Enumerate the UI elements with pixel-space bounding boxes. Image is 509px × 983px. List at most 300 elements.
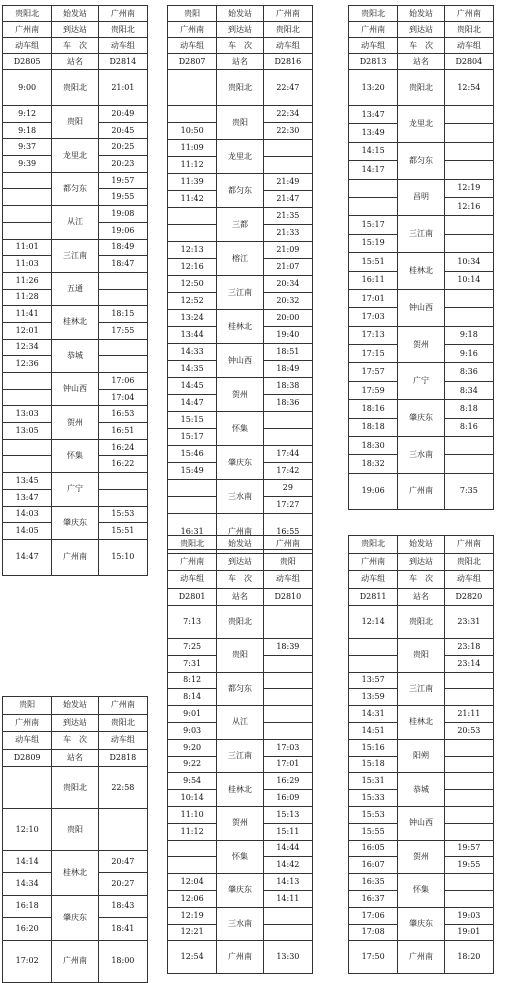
time-cell: 16:24 [98, 439, 147, 456]
time-cell: 14:42 [263, 857, 312, 874]
time-cell [444, 739, 493, 756]
time-cell [3, 439, 52, 456]
time-cell [98, 473, 147, 490]
station-name: 肇庆东 [398, 907, 444, 941]
time-cell: 12:16 [168, 259, 217, 276]
table-row [168, 310, 313, 327]
header-row [3, 6, 148, 22]
time-cell [168, 70, 217, 106]
station-name: 贵阳 [52, 809, 98, 851]
time-cell: 17:01 [349, 289, 398, 307]
table-row [3, 206, 148, 223]
time-cell: 7:35 [444, 473, 493, 509]
time-cell [349, 655, 398, 672]
station-name: 肇庆东 [217, 874, 263, 908]
time-cell [444, 106, 493, 124]
timetable-d2809-d2818 [2, 696, 148, 983]
time-cell: 13:44 [168, 327, 217, 344]
table-row [349, 639, 494, 656]
time-cell: 20:00 [263, 310, 312, 327]
header-cell: 到达站 [217, 553, 263, 571]
header-row [349, 588, 494, 606]
time-cell: 19:03 [444, 907, 493, 924]
table-row [349, 773, 494, 790]
header-cell: 广州南 [349, 553, 398, 571]
time-cell: 18:15 [98, 306, 147, 323]
header-cell: D2814 [98, 54, 147, 70]
time-cell: 13:59 [349, 689, 398, 706]
time-cell: 8:34 [444, 381, 493, 399]
station-name: 广州南 [52, 539, 98, 575]
time-cell [349, 179, 398, 197]
time-cell: 15:55 [349, 823, 398, 840]
time-cell: 23:14 [444, 655, 493, 672]
station-name: 贺州 [217, 378, 263, 412]
station-name: 三江南 [398, 672, 444, 706]
table-row [3, 306, 148, 323]
time-cell: 18:49 [263, 361, 312, 378]
time-cell: 16:53 [98, 406, 147, 423]
header-cell: 到达站 [398, 22, 444, 38]
station-name: 三江南 [52, 239, 98, 272]
table-row [168, 773, 313, 790]
header-cell: 车 次 [217, 571, 263, 589]
table-row [3, 767, 148, 809]
time-cell: 15:51 [98, 523, 147, 540]
time-cell [98, 809, 147, 851]
header-row [3, 732, 148, 750]
time-cell: 14:51 [349, 722, 398, 739]
station-name: 榕江 [217, 242, 263, 276]
time-cell: 16:51 [98, 423, 147, 440]
time-cell: 10:34 [444, 253, 493, 271]
table-row [349, 70, 494, 106]
time-cell: 17:50 [349, 941, 398, 974]
table-row [3, 895, 148, 917]
time-cell: 21:07 [263, 259, 312, 276]
time-cell: 9:22 [168, 756, 217, 773]
header-cell: D2816 [263, 54, 312, 70]
time-cell: 20:25 [98, 139, 147, 156]
station-name: 龙里北 [52, 139, 98, 172]
station-name: 广州南 [217, 514, 263, 550]
time-cell: 18:39 [263, 639, 312, 656]
time-cell: 18:16 [349, 400, 398, 418]
header-row [168, 571, 313, 589]
header-cell: D2804 [444, 54, 493, 70]
time-cell: 20:27 [98, 873, 147, 895]
time-cell [168, 840, 217, 857]
time-cell [263, 689, 312, 706]
time-cell: 15:11 [263, 823, 312, 840]
header-cell: 到达站 [398, 553, 444, 571]
header-row [168, 54, 313, 70]
header-row [168, 6, 313, 22]
table-row [3, 940, 148, 982]
time-cell [263, 606, 312, 639]
time-cell [3, 172, 52, 189]
time-cell: 8:16 [444, 418, 493, 436]
header-row [3, 697, 148, 715]
time-cell [168, 857, 217, 874]
header-cell: 站名 [398, 54, 444, 70]
header-row [3, 38, 148, 54]
header-cell: 广州南 [3, 22, 52, 38]
time-cell [98, 339, 147, 356]
station-name: 都匀东 [52, 172, 98, 205]
station-name: 贺州 [217, 806, 263, 840]
time-cell: 12:01 [3, 322, 52, 339]
time-cell: 17:13 [349, 326, 398, 344]
table-row [349, 400, 494, 418]
time-cell: 14:14 [3, 851, 52, 873]
time-cell: 13:20 [349, 70, 398, 106]
table-row [349, 907, 494, 924]
header-cell: 贵阳 [3, 697, 52, 715]
header-cell: 到达站 [217, 22, 263, 38]
time-cell: 9:54 [168, 773, 217, 790]
station-name: 都匀东 [398, 142, 444, 179]
time-cell: 18:00 [98, 940, 147, 982]
time-cell: 19:08 [98, 206, 147, 223]
header-cell: 始发站 [398, 6, 444, 22]
table-row [168, 140, 313, 157]
time-cell: 17:03 [349, 308, 398, 326]
header-cell: 广州南 [168, 22, 217, 38]
station-name: 桂林北 [52, 851, 98, 896]
header-cell: 车 次 [217, 38, 263, 54]
table-row [3, 339, 148, 356]
station-name: 贺州 [398, 840, 444, 874]
time-cell: 14:31 [349, 706, 398, 723]
time-cell: 23:18 [444, 639, 493, 656]
header-cell: 动车组 [98, 38, 147, 54]
time-cell: 19:06 [349, 473, 398, 509]
time-cell: 12:21 [168, 924, 217, 941]
station-name: 桂林北 [52, 306, 98, 339]
station-name: 钟山西 [398, 289, 444, 326]
time-cell [98, 289, 147, 306]
time-cell: 7:31 [168, 655, 217, 672]
time-cell: 15:17 [349, 216, 398, 234]
station-name: 广州南 [52, 940, 98, 982]
time-cell [444, 689, 493, 706]
time-cell [263, 429, 312, 446]
time-cell [98, 356, 147, 373]
header-row [168, 38, 313, 54]
time-cell [444, 161, 493, 179]
time-cell: 18:20 [444, 941, 493, 974]
time-cell: 18:47 [98, 256, 147, 273]
table-row [3, 70, 148, 106]
station-name: 贵阳 [398, 639, 444, 673]
time-cell: 14:17 [349, 161, 398, 179]
time-cell: 18:30 [349, 437, 398, 455]
table-row [3, 809, 148, 851]
header-cell: 贵阳北 [3, 6, 52, 22]
time-cell [444, 437, 493, 455]
time-cell [444, 142, 493, 160]
time-cell: 21:33 [263, 225, 312, 242]
time-cell: 17:15 [349, 345, 398, 363]
time-cell: 15:49 [168, 463, 217, 480]
time-cell: 20:47 [98, 851, 147, 873]
time-cell [263, 722, 312, 739]
time-cell: 13:05 [3, 423, 52, 440]
header-row [349, 22, 494, 38]
table-row [3, 539, 148, 575]
time-cell: 14:35 [168, 361, 217, 378]
header-cell: 始发站 [217, 536, 263, 554]
header-cell: 车 次 [398, 38, 444, 54]
header-cell: 站名 [398, 588, 444, 606]
header-cell: D2807 [168, 54, 217, 70]
time-cell: 14:47 [3, 539, 52, 575]
header-row [349, 536, 494, 554]
time-cell: 10:14 [168, 790, 217, 807]
station-name: 广宁 [398, 363, 444, 400]
time-cell: 12:10 [3, 809, 52, 851]
time-cell: 16:05 [349, 840, 398, 857]
table-row [3, 139, 148, 156]
time-cell: 21:47 [263, 191, 312, 208]
time-cell: 19:06 [98, 222, 147, 239]
time-cell [263, 706, 312, 723]
time-cell: 17:44 [263, 446, 312, 463]
table-row [349, 106, 494, 124]
time-cell: 21:01 [98, 70, 147, 106]
time-cell: 11:12 [168, 823, 217, 840]
time-cell: 17:06 [98, 373, 147, 390]
timetable-d2811-d2820 [348, 535, 494, 974]
header-cell: D2811 [349, 588, 398, 606]
time-cell: 10:14 [444, 271, 493, 289]
station-name: 钟山西 [217, 344, 263, 378]
time-cell [168, 106, 217, 123]
header-cell: 贵阳北 [349, 536, 398, 554]
table-row [349, 672, 494, 689]
header-row [3, 714, 148, 732]
time-cell [3, 373, 52, 390]
table-row [168, 446, 313, 463]
station-name: 三江南 [398, 216, 444, 253]
header-row [349, 571, 494, 589]
time-cell: 13:47 [349, 106, 398, 124]
table-row [349, 874, 494, 891]
time-cell: 14:45 [168, 378, 217, 395]
time-cell [444, 308, 493, 326]
header-cell: 车 次 [52, 732, 98, 750]
header-cell: 广州南 [349, 22, 398, 38]
station-name: 昌明 [398, 179, 444, 216]
time-cell: 13:57 [349, 672, 398, 689]
time-cell: 16:35 [349, 874, 398, 891]
time-cell: 18:32 [349, 455, 398, 473]
time-cell: 12:52 [168, 293, 217, 310]
time-cell: 12:54 [444, 70, 493, 106]
time-cell [3, 206, 52, 223]
table-row [349, 253, 494, 271]
header-cell: D2818 [98, 749, 147, 767]
time-cell: 14:15 [349, 142, 398, 160]
station-name: 怀集 [217, 840, 263, 874]
station-name: 恭城 [398, 773, 444, 807]
timetable-d2805-d2814 [2, 5, 148, 576]
table-row [3, 851, 148, 873]
time-cell: 7:13 [168, 606, 217, 639]
header-cell: 贵阳 [263, 553, 312, 571]
station-name: 桂林北 [398, 253, 444, 290]
time-cell: 11:01 [3, 239, 52, 256]
time-cell: 14:03 [3, 506, 52, 523]
header-row [168, 536, 313, 554]
table-row [3, 239, 148, 256]
time-cell: 21:35 [263, 208, 312, 225]
station-name: 贵阳 [217, 639, 263, 673]
header-cell: D2801 [168, 588, 217, 606]
header-cell: 广州南 [168, 553, 217, 571]
station-name: 桂林北 [217, 773, 263, 807]
header-cell: 广州南 [263, 536, 312, 554]
time-cell: 9:12 [3, 106, 52, 123]
station-name: 贵阳北 [217, 70, 263, 106]
time-cell: 20:34 [263, 276, 312, 293]
time-cell: 15:16 [349, 739, 398, 756]
time-cell: 8:18 [444, 400, 493, 418]
time-cell: 20:32 [263, 293, 312, 310]
table-row [3, 406, 148, 423]
time-cell [444, 806, 493, 823]
time-cell [3, 189, 52, 206]
table-row [3, 473, 148, 490]
time-cell: 20:23 [98, 156, 147, 173]
station-name: 贵阳 [217, 106, 263, 140]
time-cell: 16:31 [168, 514, 217, 550]
header-row [3, 22, 148, 38]
station-name: 龙里北 [398, 106, 444, 143]
time-cell: 8:36 [444, 363, 493, 381]
time-cell: 17:57 [349, 363, 398, 381]
time-cell [444, 289, 493, 307]
header-row [349, 553, 494, 571]
time-cell: 7:25 [168, 639, 217, 656]
table-row [349, 179, 494, 197]
time-cell: 17:42 [263, 463, 312, 480]
station-name: 龙里北 [217, 140, 263, 174]
table-row [3, 439, 148, 456]
station-name: 钟山西 [52, 373, 98, 406]
time-cell [444, 790, 493, 807]
time-cell: 19:55 [98, 189, 147, 206]
table-row [349, 941, 494, 974]
time-cell: 12:34 [3, 339, 52, 356]
time-cell: 15:53 [349, 806, 398, 823]
time-cell: 17:02 [3, 940, 52, 982]
table-row [168, 106, 313, 123]
header-cell: 动车组 [349, 571, 398, 589]
time-cell [263, 924, 312, 941]
time-cell: 16:29 [263, 773, 312, 790]
station-name: 贺州 [52, 406, 98, 439]
time-cell: 8:14 [168, 689, 217, 706]
time-cell: 15:46 [168, 446, 217, 463]
time-cell: 14:44 [263, 840, 312, 857]
header-cell: 广州南 [98, 6, 147, 22]
station-name: 钟山西 [398, 806, 444, 840]
station-name: 广州南 [398, 473, 444, 509]
time-cell: 11:10 [168, 806, 217, 823]
time-cell [98, 272, 147, 289]
time-cell: 9:03 [168, 722, 217, 739]
time-cell: 16:18 [3, 895, 52, 917]
time-cell: 16:20 [3, 918, 52, 940]
station-name: 阳朔 [398, 739, 444, 773]
table-row [168, 907, 313, 924]
table-row [168, 806, 313, 823]
time-cell: 19:57 [98, 172, 147, 189]
time-cell: 17:59 [349, 381, 398, 399]
time-cell: 16:09 [263, 790, 312, 807]
station-name: 贵阳北 [217, 606, 263, 639]
time-cell [98, 489, 147, 506]
header-cell: 贵阳北 [98, 22, 147, 38]
header-row [168, 588, 313, 606]
header-cell: D2813 [349, 54, 398, 70]
table-row [3, 272, 148, 289]
header-cell: 始发站 [217, 6, 263, 22]
station-name: 从江 [217, 706, 263, 740]
station-name: 都匀东 [217, 672, 263, 706]
time-cell: 14:11 [263, 890, 312, 907]
header-cell: 车 次 [398, 571, 444, 589]
timetable-d2801-d2810 [167, 535, 313, 974]
table-row [168, 706, 313, 723]
timetable-d2813-d2804 [348, 5, 494, 510]
time-cell: 18:18 [349, 418, 398, 436]
time-cell [349, 197, 398, 215]
time-cell: 22:34 [263, 106, 312, 123]
time-cell: 13:47 [3, 489, 52, 506]
time-cell: 11:26 [3, 272, 52, 289]
time-cell: 15:18 [349, 756, 398, 773]
header-cell: 贵阳北 [263, 22, 312, 38]
station-name: 从江 [52, 206, 98, 239]
time-cell [444, 216, 493, 234]
table-row [168, 378, 313, 395]
header-row [3, 749, 148, 767]
table-row [168, 174, 313, 191]
time-cell [263, 140, 312, 157]
header-cell: 贵阳北 [98, 714, 147, 732]
station-name: 怀集 [398, 874, 444, 908]
header-cell: D2820 [444, 588, 493, 606]
time-cell [444, 890, 493, 907]
table-row [349, 216, 494, 234]
time-cell: 17:27 [263, 497, 312, 514]
header-cell: D2810 [263, 588, 312, 606]
time-cell: 16:55 [263, 514, 312, 550]
station-name: 三水南 [217, 480, 263, 514]
table-row [3, 506, 148, 523]
table-row [349, 289, 494, 307]
time-cell: 12:04 [168, 874, 217, 891]
station-name: 三水南 [398, 437, 444, 474]
time-cell: 11:42 [168, 191, 217, 208]
table-row [349, 326, 494, 344]
table-row [168, 70, 313, 106]
time-cell [263, 157, 312, 174]
table-row [168, 606, 313, 639]
